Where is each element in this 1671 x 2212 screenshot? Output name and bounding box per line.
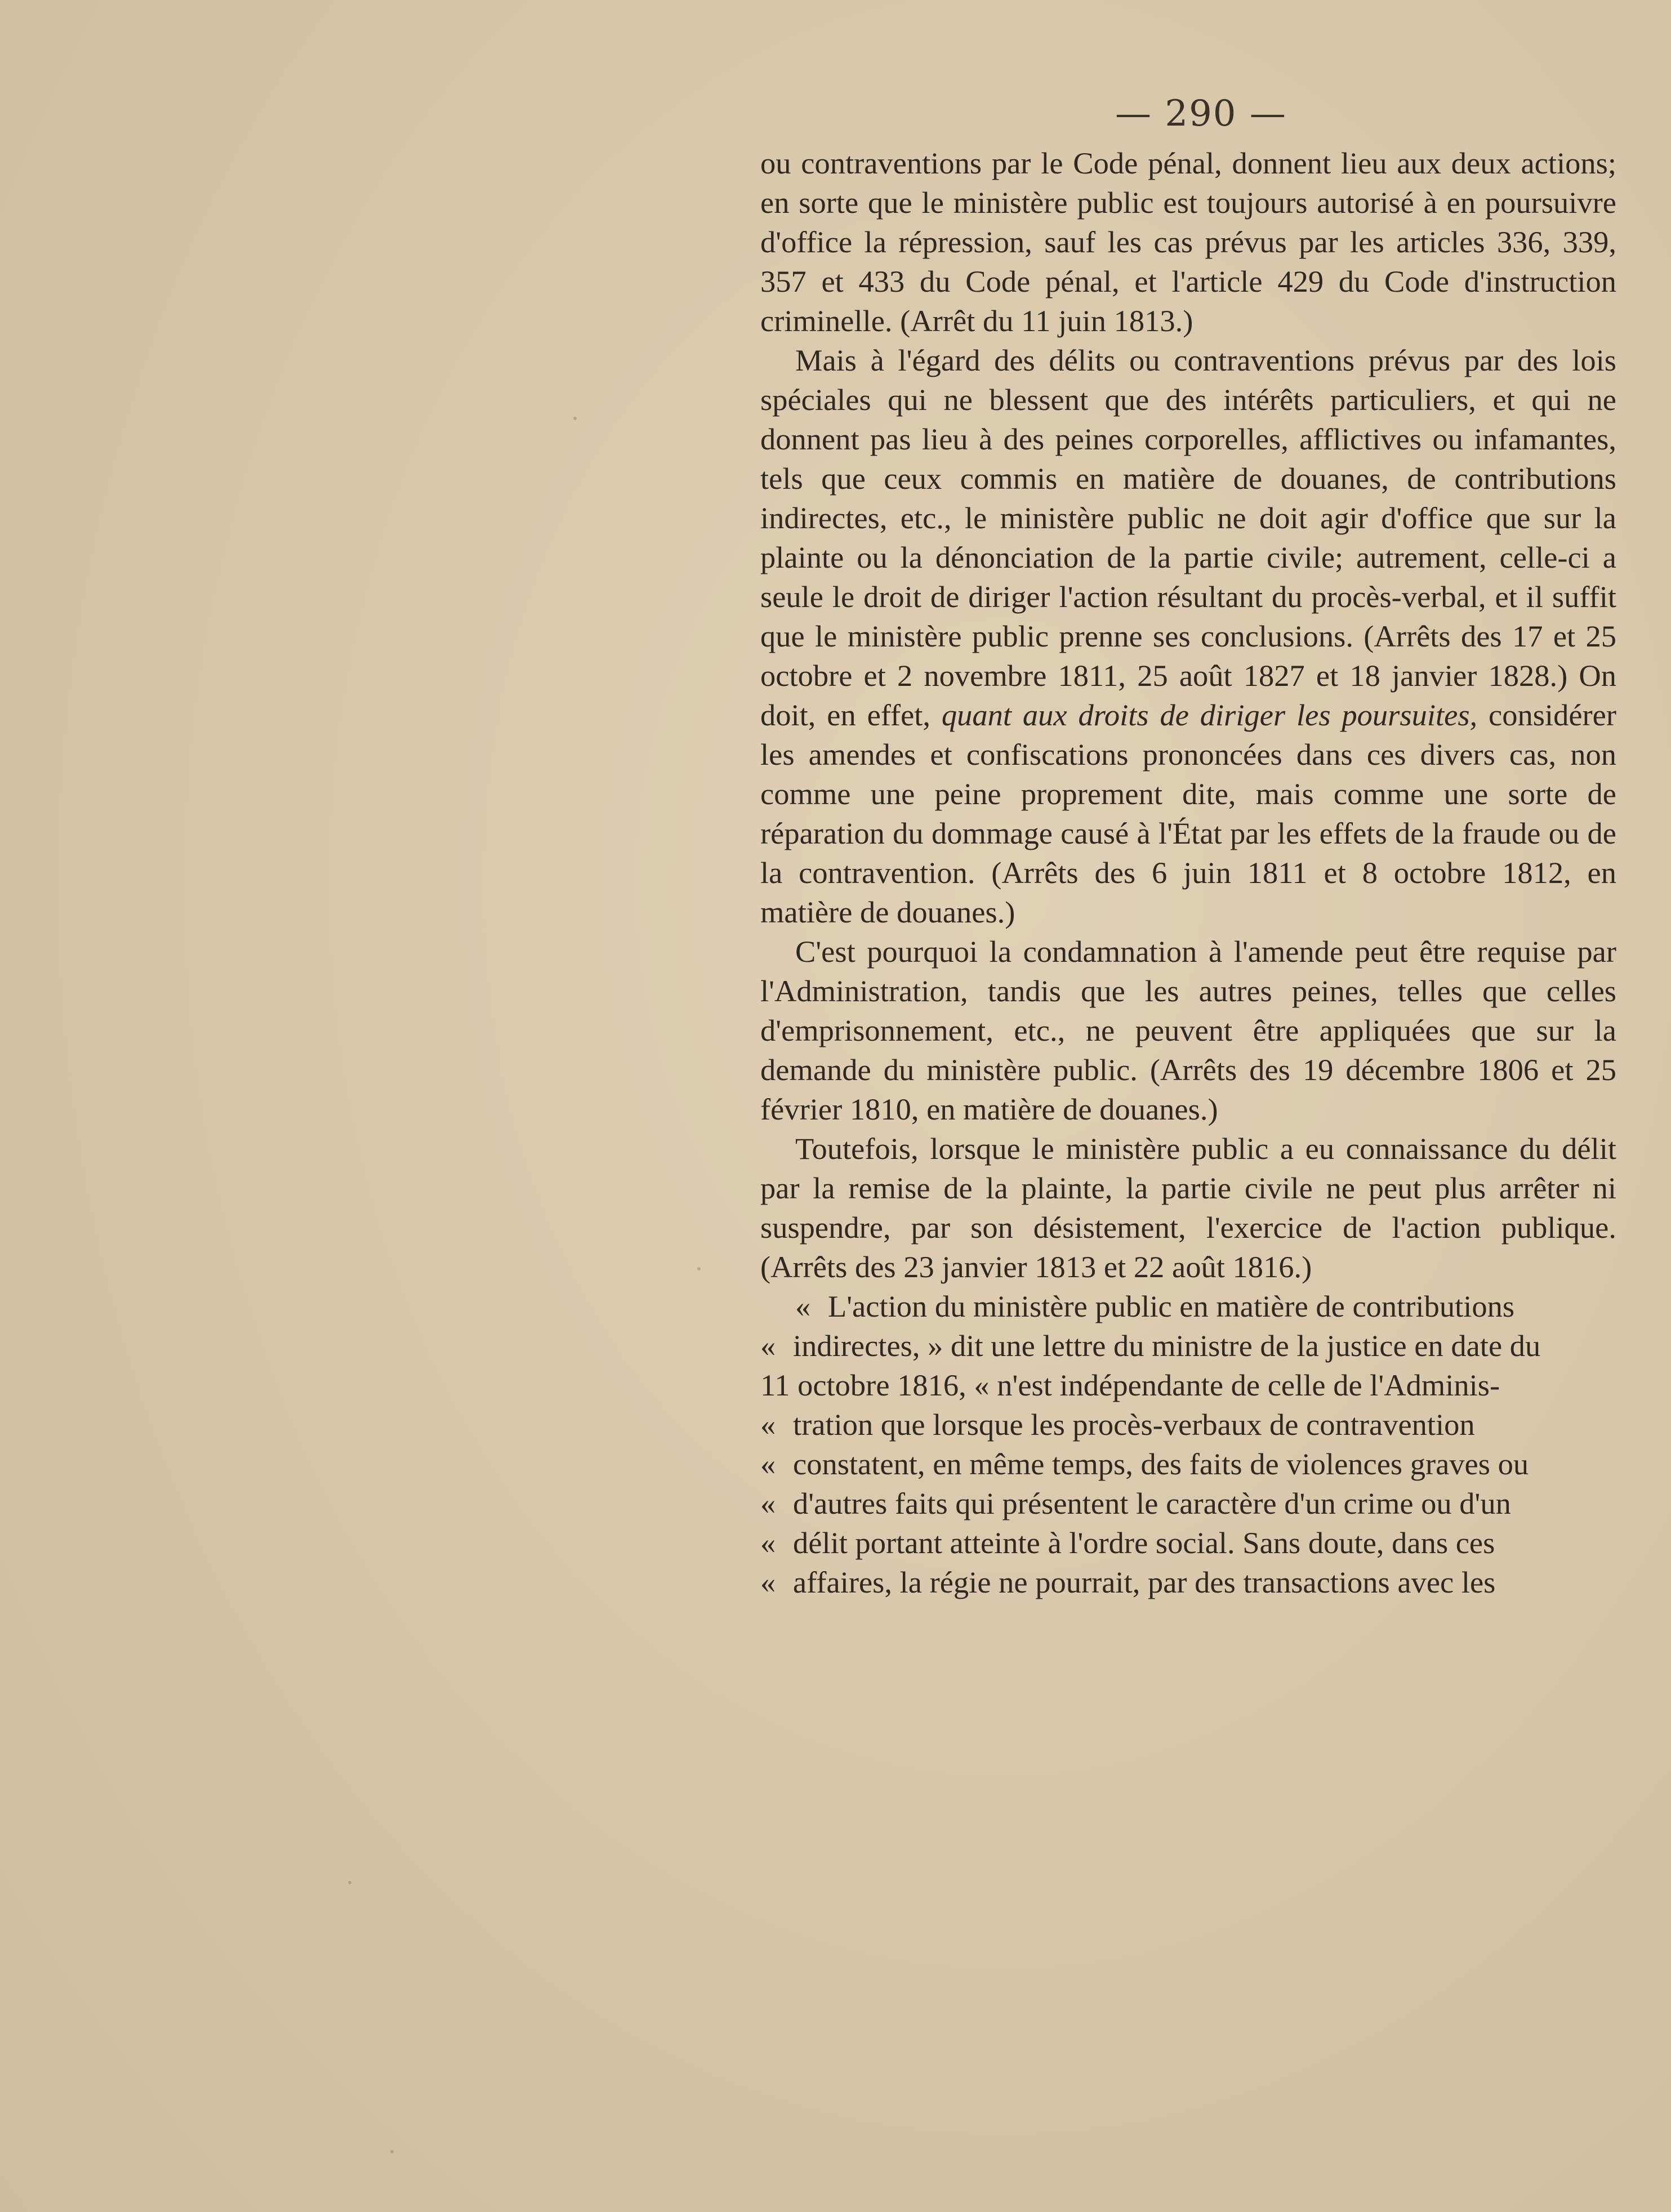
quote-line: [760, 1366, 1616, 1405]
quote-mark: «: [760, 1447, 776, 1481]
quote-mark: «: [795, 1289, 811, 1323]
quote-line: [760, 1287, 1616, 1326]
quote-line-text: délit portant atteinte à l'ordre social. Sans doute, dans ces: [793, 1526, 1495, 1560]
paragraph-2-italic: quant aux droits de diriger les poursuites,: [941, 698, 1478, 732]
quote-line: [760, 1484, 1616, 1523]
quote-line-text: 11 octobre 1816, « n'est indépendante de celle de l'Adminis-: [760, 1368, 1500, 1402]
paragraph-2-text-before: Mais à l'égard des délits ou contraventions prévus par des lois spéciales qui ne blessent que des intérêts particuliers, et qui ne donnent pas lieu à des peines corporelles, afflictives ou infamantes, tels que ceux commis en matière de douanes, de contributions indirectes, etc., le ministère public ne doit agir d'office que sur la plainte ou la dénonciation de la partie civile; autrement, celle-ci a seule le droit de diriger l'action résultant du procès-verbal, et il suffit que le ministère public prenne ses conclusions. (Arrêts des 17 et 25 octobre et 2 novembre 1811, 25 août 1827 et 18 janvier 1828.) On doit, en effet,: [760, 343, 1616, 732]
quote-line-text: tration que lorsque les procès-verbaux de contravention: [793, 1407, 1475, 1442]
paper-speck: [697, 1267, 701, 1270]
paper-speck: [573, 417, 577, 420]
quote-line: [760, 1563, 1616, 1602]
quote-mark: «: [760, 1526, 776, 1560]
quote-line: [760, 1444, 1616, 1484]
quote-line-text: affaires, la régie ne pourrait, par des transactions avec les: [793, 1565, 1496, 1599]
quote-line: [760, 1326, 1616, 1366]
page-number: — 290 —: [1115, 93, 1287, 135]
quote-line: [760, 1405, 1616, 1444]
quote-line-text: L'action du ministère public en matière de contributions: [828, 1289, 1515, 1323]
quote-mark: «: [760, 1486, 776, 1520]
quote-line-text: d'autres faits qui présentent le caractère d'un crime ou d'un: [793, 1486, 1511, 1520]
paragraph-1-text: ou contraventions par le Code pénal, donnent lieu aux deux actions; en sorte que le ministère public est toujours autorisé à en poursuivre d'office la répression, sauf les cas prévus par les articles 336, 339, 357 et 433 du Code pénal, et l'article 429 du Code d'instruction criminelle. (Arrêt du 11 juin 1813.): [760, 146, 1616, 338]
paper-speck: [390, 2150, 394, 2153]
paragraph-4: [760, 1129, 1616, 1287]
paragraph-3: [760, 932, 1616, 1129]
quote-mark: «: [760, 1407, 776, 1442]
paragraph-2: [760, 341, 1616, 932]
paragraph-3-text: C'est pourquoi la condamnation à l'amende peut être requise par l'Administration, tandis que les autres peines, telles que celles d'emprisonnement, etc., ne peuvent être appliquées que sur la demande du ministère public. (Arrêts des 19 décembre 1806 et 25 février 1810, en matière de douanes.): [760, 934, 1616, 1126]
paper-speck: [348, 1881, 351, 1884]
quote-mark: «: [760, 1328, 776, 1363]
body-text: [760, 144, 1616, 1602]
quote-line-text: indirectes, » dit une lettre du ministre de la justice en date du: [793, 1328, 1541, 1363]
quoted-letter: [760, 1287, 1616, 1602]
paragraph-4-text: Toutefois, lorsque le ministère public a eu connaissance du délit par la remise de la plainte, la partie civile ne peut plus arrêter ni suspendre, par son désistement, l'exercice de l'action publique. (Arrêts des 23 janvier 1813 et 22 août 1816.): [760, 1131, 1616, 1284]
quote-mark: «: [760, 1565, 776, 1599]
paragraph-2-text-after: considérer les amendes et confiscations prononcées dans ces divers cas, non comme une peine proprement dite, mais comme une sorte de réparation du dommage causé à l'État par les effets de la fraude ou de la contravention. (Arrêts des 6 juin 1811 et 8 octobre 1812, en matière de douanes.): [760, 698, 1616, 929]
quote-line: [760, 1523, 1616, 1563]
paragraph-1: [760, 144, 1616, 341]
quote-line-text: constatent, en même temps, des faits de violences graves ou: [793, 1447, 1529, 1481]
